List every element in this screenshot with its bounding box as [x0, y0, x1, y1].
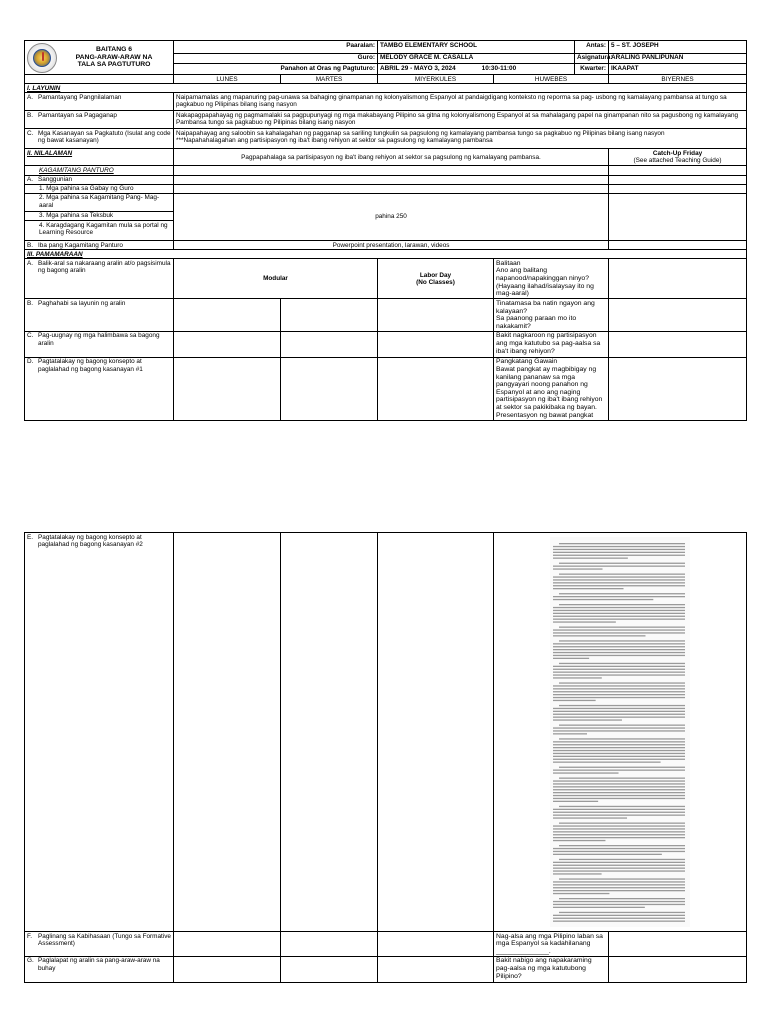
document-text-line — [553, 566, 685, 567]
document-text-line — [559, 705, 685, 706]
document-text-line — [553, 812, 685, 813]
document-text-line — [553, 831, 685, 832]
document-text-line — [553, 744, 685, 745]
sanggunian-item-2: 2. Mga pahina sa Kagamitang Pang- Mag-aaral — [25, 193, 174, 211]
document-text-line — [559, 859, 685, 860]
document-text-line — [553, 685, 685, 686]
catch-up-title: Catch-Up Friday — [652, 149, 703, 157]
sanggunian-item-4: 4. Karagdagang Kagamitan mula sa portal ng Learning Resource — [25, 221, 174, 241]
panahon-time: 10:30-11:00 — [481, 64, 517, 72]
document-text-line — [553, 759, 685, 760]
lesson-plan-table — [24, 40, 747, 421]
day-header-huwebes: HUWEBES — [494, 75, 609, 84]
modular-cell: Modular — [174, 259, 378, 299]
document-text-line — [559, 912, 685, 913]
document-text-line — [553, 576, 685, 577]
day-header-blank — [25, 75, 174, 84]
document-text-line — [553, 585, 685, 586]
document-text-line — [553, 756, 685, 757]
document-text-line — [553, 837, 685, 838]
pamamaraan-d-huwebes: Pangkatang Gawain Bawat pangkat ay magbibigay ng kanilang pananaw sa mga pangyayari noong panahon ng Espanyol at ano ang naging partisipasyon ng iba't ibang rehiyon at sektor sa pakikibaka ng bayan. Presentasyon ng bawat pangkat — [494, 357, 609, 420]
document-text-line — [559, 682, 685, 683]
document-text-line — [553, 629, 685, 630]
document-text-line — [553, 873, 602, 874]
document-text-line — [553, 607, 685, 608]
layunin-c-line-1: Naipapahayag ang saloobin sa kahalagahan ng pagganap sa sariling tungkulin sa pagsulong ng kamalayang pambansa tungo sa pagkabuo ng Pilipinas bilang isang nasyon — [176, 129, 665, 137]
document-text-line — [553, 658, 589, 659]
document-text-line — [553, 733, 587, 734]
iba-pang-kagamitan-value: Powerpoint presentation, larawan, videos — [174, 241, 609, 250]
lesson-plan-page-2 — [24, 532, 746, 983]
document-text-line — [553, 619, 685, 620]
document-text-line — [553, 579, 685, 580]
deped-seal-icon — [27, 43, 57, 73]
document-text-line — [553, 792, 685, 793]
document-text-line — [559, 593, 685, 594]
document-text-line — [553, 621, 616, 622]
document-text-line — [559, 806, 685, 807]
document-text-line — [553, 730, 685, 731]
document-text-line — [559, 604, 685, 605]
paaralan-label: Paaralan: — [174, 41, 378, 54]
day-header-martes: MARTES — [281, 75, 378, 84]
document-text-line — [553, 610, 685, 611]
document-text-line — [553, 727, 685, 728]
document-text-line — [553, 711, 685, 712]
pamamaraan-a-huwebes: Balitaan Ano ang balitang napanood/napakinggan ninyo? (Hayaang ilahad/isalaysay ito ng mag-aaral) — [494, 259, 609, 299]
document-text-line — [553, 643, 685, 644]
document-text-line — [553, 613, 685, 614]
antas-value: 5 – ST. JOSEPH — [609, 41, 747, 54]
document-text-line — [559, 898, 685, 899]
document-text-line — [553, 694, 685, 695]
section-layunin: I. LAYUNIN — [25, 84, 747, 93]
document-text-line — [553, 753, 685, 754]
document-text-line — [553, 568, 603, 569]
pamamaraan-b-huwebes: Tinatamasa ba natin ngayon ang kalayaan? Sa paanong paraan mo ito nakakamit? — [494, 299, 609, 331]
pamamaraan-b-label: B. Paghahabi sa layunin ng aralin — [25, 299, 174, 331]
document-text-line — [553, 848, 685, 849]
document-text-line — [553, 780, 685, 781]
document-text-line — [553, 887, 685, 888]
layunin-a-label: A. Pamantayang Pangnilalaman — [25, 93, 174, 111]
header-school-block — [25, 41, 174, 75]
sanggunian-label: A. Sanggunian — [25, 175, 174, 184]
document-text-line — [553, 907, 645, 908]
document-text-line — [553, 904, 685, 905]
document-text-line — [553, 632, 685, 633]
layunin-b-label: B. Pamantayan sa Pagaganap — [25, 111, 174, 129]
document-text-line — [553, 546, 685, 547]
pamamaraan-f-label: F. Paglinang sa Kabihasaan (Tungo sa Formative Assessment) — [25, 932, 174, 957]
title-line-1: BAITANG 6 — [95, 45, 133, 53]
document-text-line — [553, 552, 685, 553]
pahina-value: pahina 250 — [174, 193, 609, 240]
layunin-b-text: Nakapagpapahayag ng pagmamalaki sa pagpupunyagi ng mga makabayang Pilipino sa gitna ng kolonyalismong Espanyol at sa mahalagang papel na ginampanan nito sa pagusbong ng kamalayang Pambansa tungo sa pagkabuo ng Pilipinas bilang isang nasyon — [174, 111, 747, 129]
asignatura-label: Asignatura: — [575, 53, 609, 64]
document-text-line — [559, 878, 685, 879]
document-text-line — [553, 646, 685, 647]
document-text-line — [559, 845, 685, 846]
panahon-date: ABRIL 29 - MAYO 3, 2024 — [380, 64, 456, 72]
layunin-a-text: Naipamamalas ang mapanuring pag-unawa sa bahaging ginampanan ng kolonyalismong Espanyol at pandaigdigang konteksto ng reporma sa pag- usbong ng kamalayang pambansa at tungo sa pagkabuo ng Pilipinas bilang isang nasyon — [174, 93, 747, 111]
pamamaraan-g-label: G. Paglalapat ng aralin sa pang-araw-araw na buhay — [25, 956, 174, 982]
document-text-line — [553, 783, 685, 784]
sanggunian-item-1: 1. Mga pahina sa Gabay ng Guro — [25, 184, 174, 193]
panahon-value — [378, 64, 575, 75]
title-line-2: PANG-ARAW-ARAW NA — [75, 53, 153, 61]
document-text-line — [553, 770, 685, 771]
document-text-line — [553, 801, 598, 802]
document-text-line — [553, 795, 685, 796]
document-text-line — [553, 666, 685, 667]
pamamaraan-c-huwebes: Bakit nagkaroon ng partisipasyon ang mga katutubo sa pag-aalsa sa iba't ibang rehiyon? — [494, 331, 609, 357]
kagamitan-heading: KAGAMITANG PANTURO — [25, 166, 174, 175]
asignatura-value: ARALING PANLIPUNAN — [609, 53, 747, 64]
lesson-plan-table-continued — [24, 532, 747, 983]
document-text-line — [553, 868, 685, 869]
document-text-line — [553, 717, 685, 718]
document-text-line — [553, 789, 685, 790]
document-text-line — [553, 741, 685, 742]
document-text-line — [553, 652, 685, 653]
document-text-line — [553, 708, 685, 709]
pamamaraan-c-label: C. Pag-uugnay ng mga halimbawa sa bagong aralin — [25, 331, 174, 357]
document-text-line — [553, 555, 685, 556]
document-text-line — [559, 574, 685, 575]
document-text-line — [559, 778, 685, 779]
document-text-line — [553, 635, 646, 636]
nilalaman-text: Pagpapahalaga sa partisipasyon ng iba't ibang rehiyon at sektor sa pagsulong ng kamalayang pambansa. — [174, 149, 609, 166]
section-pamamaraan: III. PAMAMARAAN — [25, 250, 747, 259]
document-text-line — [553, 714, 685, 715]
document-text-line — [559, 640, 685, 641]
document-text-line — [553, 691, 685, 692]
guro-label: Guro: — [174, 53, 378, 64]
document-text-line — [553, 786, 685, 787]
document-text-line — [553, 762, 661, 763]
document-text-line — [553, 655, 685, 656]
document-text-line — [553, 834, 685, 835]
document-text-line — [553, 700, 596, 701]
paaralan-value: TAMBO ELEMENTARY SCHOOL — [378, 41, 575, 54]
document-text-line — [553, 817, 627, 818]
iba-pang-kagamitan-label: B. Iba pang Kagamitang Panturo — [25, 241, 174, 250]
document-text-line — [559, 767, 685, 768]
document-text-line — [559, 663, 685, 664]
pamamaraan-d-label: D. Pagtatalakay ng bagong konsepto at paglalahad ng bagong kasanayan #1 — [25, 357, 174, 420]
kwarter-label: Kwarter: — [575, 64, 609, 75]
document-text-line — [553, 772, 619, 773]
document-page-image — [550, 537, 690, 927]
kwarter-value: IKAAPAT — [609, 64, 747, 75]
antas-label: Antas: — [575, 41, 609, 54]
document-text-line — [553, 747, 685, 748]
pamamaraan-g-huwebes: Bakit nabigo ang napakaraming pag-aalsa ng mga katutubong Pilipino? — [494, 956, 609, 982]
document-text-line — [553, 588, 624, 589]
document-text-line — [553, 697, 685, 698]
document-text-line — [553, 915, 685, 916]
document-text-line — [553, 669, 685, 670]
document-text-line — [553, 870, 685, 871]
sanggunian-item-3: 3. Mga pahina sa Teksbuk — [25, 211, 174, 220]
document-text-line — [553, 677, 602, 678]
document-text-line — [553, 851, 685, 852]
document-text-line — [553, 750, 685, 751]
document-text-line — [553, 825, 685, 826]
document-text-line — [553, 596, 685, 597]
document-text-line — [553, 890, 685, 891]
document-text-line — [559, 725, 685, 726]
day-header-miyerkules: MIYERKULES — [378, 75, 494, 84]
section-nilalaman: II. NILALAMAN — [25, 149, 174, 166]
document-text-line — [553, 893, 609, 894]
document-text-line — [553, 840, 605, 841]
catch-up-sub: (See attached Teaching Guide) — [633, 157, 722, 165]
day-header-lunes: LUNES — [174, 75, 281, 84]
document-text-line — [553, 672, 685, 673]
title-line-3: TALA SA PAGTUTURO — [77, 61, 151, 69]
pamamaraan-e-label: E. Pagtatalakay ng bagong konsepto at paglalahad ng bagong kasanayan #2 — [25, 533, 174, 932]
layunin-c-line-2: ***Napahahalagahan ang partisipasyon ng iba't ibang rehiyon at sektor sa pagsulong ng kamalayang pambansa — [176, 137, 493, 145]
document-text-line — [553, 719, 622, 720]
document-text-line — [553, 649, 685, 650]
panahon-label: Panahon at Oras ng Pagtuturo: — [174, 64, 378, 75]
document-text-line — [553, 674, 685, 675]
document-text-line — [559, 563, 685, 564]
document-text-line — [553, 815, 685, 816]
layunin-c-text — [174, 129, 747, 149]
document-text-line — [559, 543, 685, 544]
pamamaraan-e-huwebes — [494, 533, 747, 932]
layunin-c-label: C. Mga Kasanayan sa Pagkatuto (Isulat ang code ng bawat kasanayan) — [25, 129, 174, 149]
document-text-line — [553, 854, 662, 855]
document-text-line — [553, 582, 685, 583]
pamamaraan-f-huwebes: Nag-alsa ang mga Pilipino laban sa mga Espanyol sa kadahilanang ______________. — [494, 932, 609, 957]
document-text-lines — [550, 537, 690, 927]
document-text-line — [553, 688, 685, 689]
document-text-line — [553, 558, 628, 559]
document-text-line — [553, 798, 685, 799]
document-text-line — [553, 599, 653, 600]
document-text-line — [553, 884, 685, 885]
document-text-line — [553, 881, 685, 882]
document-text-line — [559, 823, 685, 824]
lesson-plan-page-1 — [24, 40, 746, 421]
document-text-line — [559, 627, 685, 628]
document-text-line — [553, 865, 685, 866]
day-header-biyernes: BIYERNES — [609, 75, 747, 84]
labor-day-title: Labor Day — [419, 271, 452, 279]
document-text-line — [553, 862, 685, 863]
catch-up-friday — [609, 149, 747, 166]
document-text-line — [553, 549, 685, 550]
guro-value: MELODY GRACE M. CASALLA — [378, 53, 575, 64]
labor-day-cell — [378, 259, 494, 299]
labor-day-sub: (No Classes) — [416, 278, 455, 286]
pamamaraan-a-label: A. Balik-aral sa nakaraang aralin at/o pagsisimula ng bagong aralin — [25, 259, 174, 299]
document-text-line — [553, 616, 685, 617]
document-text-line — [553, 901, 685, 902]
document-text-line — [553, 828, 685, 829]
document-text-line — [553, 918, 685, 919]
document-text-line — [553, 921, 685, 922]
document-text-line — [553, 809, 685, 810]
document-text-line — [559, 738, 685, 739]
